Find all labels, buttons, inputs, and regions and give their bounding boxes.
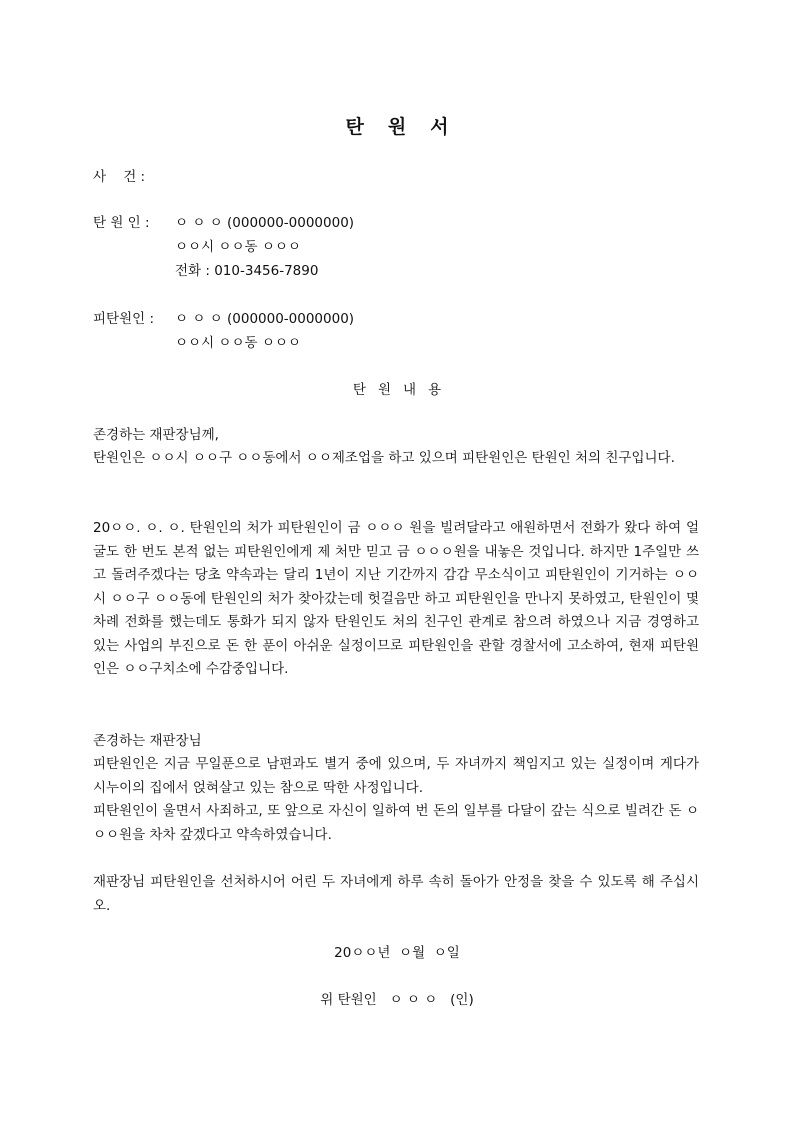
respondent-label: 피탄원인 : [93,311,155,327]
body-paragraph: 피탄원인이 울면서 사죄하고, 또 앞으로 자신이 일하여 번 돈의 일부를 다달이 갚는 식으로 빌려간 돈 ㅇㅇㅇ원을 차차 갚겠다고 약속하였습니다. [93,803,699,843]
petitioner-label: 탄 원 인 : [93,215,150,231]
salutation: 존경하는 재판장님 [93,733,202,749]
petitioner-address: ㅇㅇ시 ㅇㅇ동 ㅇㅇㅇ [175,239,301,255]
petitioner-name-id: ㅇ ㅇ ㅇ (000000-0000000) [175,215,355,231]
body-paragraph: 재판장님 피탄원인을 선처하시어 어린 두 자녀에게 하루 속히 돌아가 안정을 찾을 수 있도록 해 주십시오. [93,874,699,914]
petitioner-phone: 전화 : 010-3456-7890 [175,263,319,279]
body-paragraph: 탄원인은 ㅇㅇ시 ㅇㅇ구 ㅇㅇ동에서 ㅇㅇ제조업을 하고 있으며 피탄원인은 탄원인 처의 친구입니다. [93,450,675,466]
case-label: 사 건 : [93,169,146,185]
respondent-address: ㅇㅇ시 ㅇㅇ동 ㅇㅇㅇ [175,335,301,351]
respondent-name-id: ㅇ ㅇ ㅇ (000000-0000000) [175,311,355,327]
body-paragraph: 피탄원인은 지금 무일푼으로 남편과도 별거 중에 있으며, 두 자녀까지 책임지고 있는 실정이며 게다가 시누이의 집에서 얹혀살고 있는 참으로 딱한 사정입니다. [93,756,699,796]
section-title: 탄원내용 [352,382,454,398]
document-title: 탄원서 [345,116,473,138]
salutation: 존경하는 재판장님께, [93,427,219,443]
body-paragraph: 20ㅇㅇ. ㅇ. ㅇ. 탄원인의 처가 피탄원인이 금 ㅇㅇㅇ 원을 빌려달라고 애원하면서 전화가 왔다 하여 얼굴도 한 번도 본적 없는 피탄원인에게 제 처만 믿고 금 ㅇㅇㅇ원을 내놓은 것입니다. 하지만 1주일만 쓰고 돌려주겠다는 당초 약속과는 달리 1년이 지난 기간까지 감감 무소식이고 피탄원인이 기거하는 ㅇㅇ시 ㅇㅇ구 ㅇㅇ동에 탄원인의 처가 찾아갔는데 헛걸음만 하고 피탄원인을 만나지 못하였고, 탄원인이 몇 차례 전화를 했는데도 통화가 되지 않자 탄원인도 처의 친구인 관계로 참으려 하였으나 지금 경영하고 있는 사업의 부진으로 돈 한 푼이 아쉬운 실정이므로 피탄원인을 관할 경찰서에 고소하여, 현재 피탄원인은 ㅇㅇ구치소에 수감중입니다. [93,520,699,677]
signature-line: 위 탄원인 ㅇ ㅇ ㅇ (인) [320,992,474,1008]
document-date: 20ㅇㅇ년 ㅇ월 ㅇ일 [334,945,460,961]
